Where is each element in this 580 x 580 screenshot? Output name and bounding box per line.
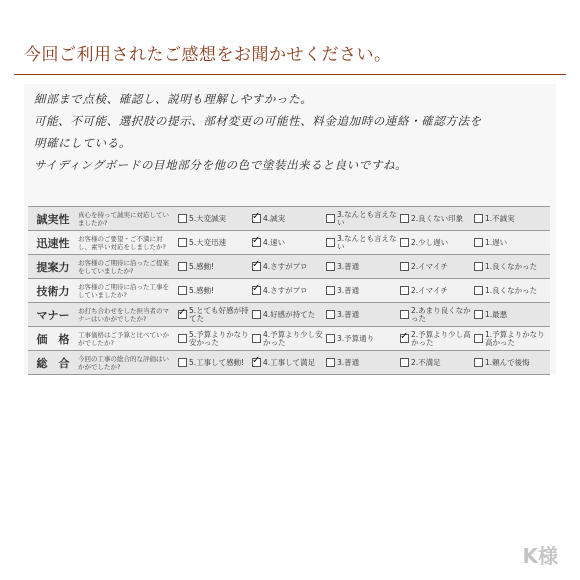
rating-option[interactable] [178, 238, 252, 247]
checkbox[interactable] [252, 310, 261, 319]
rating-option[interactable] [252, 286, 326, 295]
rating-option[interactable] [400, 331, 474, 347]
checkbox[interactable] [178, 238, 187, 247]
option-label: 4.さすがプロ [263, 261, 308, 271]
checkbox[interactable] [326, 334, 335, 343]
rating-option[interactable] [326, 358, 400, 367]
option-label: 3.予算通り [337, 333, 375, 343]
checkbox[interactable] [326, 358, 335, 367]
option-label: 1.不誠実 [485, 213, 515, 223]
checkbox[interactable] [474, 262, 483, 271]
rating-row [28, 255, 550, 279]
option-label: 5.とても好感が持てた [189, 305, 249, 323]
rating-row [28, 351, 550, 375]
criterion-question: 今回の工事の総合的な評価はいかがでしたか? [78, 354, 169, 371]
survey-sheet [24, 84, 556, 374]
option-label: 3.普通 [337, 285, 360, 295]
checkbox[interactable] [252, 238, 261, 247]
comment-line: 明確にしている。 [34, 136, 131, 150]
rating-option[interactable] [474, 331, 548, 347]
customer-name: K様 [522, 544, 558, 568]
criterion-question: お打ち合わせをした担当者のマナーはいかがでしたか? [78, 306, 169, 323]
rating-option[interactable] [326, 235, 400, 251]
rating-option[interactable] [178, 262, 252, 271]
rating-option[interactable] [474, 262, 548, 271]
rating-option[interactable] [252, 310, 326, 319]
checkbox[interactable] [326, 262, 335, 271]
option-label: 5.大変迅速 [189, 237, 227, 247]
option-label: 3.普通 [337, 309, 360, 319]
criterion-question: お客様のご期待に沿った工事をしていましたか? [78, 282, 169, 299]
checkbox[interactable] [178, 214, 187, 223]
option-label: 5.工事して感動! [189, 357, 245, 367]
option-label: 2.イマイチ [411, 285, 449, 295]
criterion-label: 技術力 [36, 284, 70, 298]
rating-row [28, 303, 550, 327]
rating-option[interactable] [178, 307, 252, 323]
option-label: 2.予算より少し高かった [411, 329, 471, 347]
option-label: 3.なんとも言えない [337, 209, 397, 227]
rating-option[interactable] [252, 331, 326, 347]
option-label: 1.最悪 [485, 309, 508, 319]
rating-option[interactable] [474, 238, 548, 247]
rating-option[interactable] [326, 262, 400, 271]
criterion-label: 価 格 [36, 332, 70, 346]
option-label: 2.不満足 [411, 357, 441, 367]
option-label: 4.さすがプロ [263, 285, 308, 295]
option-label: 1.予算よりかなり高かった [485, 329, 545, 347]
option-label: 1.遅い [485, 237, 508, 247]
checkbox[interactable] [252, 358, 261, 367]
checkbox[interactable] [178, 358, 187, 367]
rating-option[interactable] [474, 358, 548, 367]
rating-option[interactable] [400, 286, 474, 295]
checkbox[interactable] [474, 358, 483, 367]
checkbox[interactable] [252, 214, 261, 223]
criterion-question: 真心を持って誠実に対応していましたか? [78, 210, 169, 227]
criterion-label: 迅速性 [36, 236, 70, 250]
option-label: 5.感動! [189, 261, 215, 271]
option-label: 4.誠実 [263, 213, 286, 223]
criterion-label: 誠実性 [36, 212, 70, 226]
option-label: 3.普通 [337, 357, 360, 367]
option-label: 5.感動! [189, 285, 215, 295]
rating-option[interactable] [252, 262, 326, 271]
rating-option[interactable] [252, 214, 326, 223]
heading-divider [14, 74, 566, 75]
rating-option[interactable] [400, 307, 474, 323]
option-label: 1.良くなかった [485, 261, 538, 271]
checkbox[interactable] [326, 310, 335, 319]
rating-option[interactable] [252, 358, 326, 367]
checkbox[interactable] [178, 262, 187, 271]
option-label: 5.予算よりかなり安かった [189, 329, 249, 347]
option-label: 4.工事して満足 [263, 357, 316, 367]
rating-option[interactable] [400, 238, 474, 247]
rating-option[interactable] [178, 331, 252, 347]
rating-row [28, 279, 550, 303]
rating-option[interactable] [474, 310, 548, 319]
rating-option[interactable] [474, 286, 548, 295]
option-label: 2.少し遅い [411, 237, 449, 247]
checkbox[interactable] [400, 310, 409, 319]
checkbox[interactable] [178, 310, 187, 319]
checkbox[interactable] [252, 286, 261, 295]
page-heading: 今回ご利用されたご感想をお聞かせください。 [24, 45, 392, 65]
comment-line: 細部まで点検、確認し、説明も理解しやすかった。 [34, 92, 313, 106]
rating-table [28, 206, 550, 375]
option-label: 3.普通 [337, 261, 360, 271]
handwritten-comment [34, 88, 554, 176]
checkbox[interactable] [400, 286, 409, 295]
criterion-question: 工事価格はご予算と比べていかがでしたか? [78, 330, 169, 347]
checkbox[interactable] [474, 214, 483, 223]
criterion-question: お客様のご要望・ご不満に対し、素早い対応をしましたか? [78, 234, 166, 251]
option-label: 4.速い [263, 237, 286, 247]
comment-line: サイディングボードの目地部分を他の色で塗装出来ると良いですね。 [34, 158, 408, 172]
checkbox[interactable] [252, 334, 261, 343]
option-label: 4.予算より少し安かった [263, 329, 323, 347]
checkbox[interactable] [400, 214, 409, 223]
option-label: 2.良くない印象 [411, 213, 464, 223]
rating-option[interactable] [400, 262, 474, 271]
option-label: 5.大変誠実 [189, 213, 227, 223]
criterion-label: マナー [36, 308, 70, 322]
comment-line: 可能、不可能、選択肢の提示、部材変更の可能性、料金追加時の連絡・確認方法を [34, 114, 482, 128]
checkbox[interactable] [400, 238, 409, 247]
rating-row [28, 231, 550, 255]
option-label: 1.良くなかった [485, 285, 538, 295]
checkbox[interactable] [252, 262, 261, 271]
criterion-question: お客様のご期待に沿ったご提案をしていましたか? [78, 258, 169, 275]
checkbox[interactable] [178, 334, 187, 343]
option-label: 2.イマイチ [411, 261, 449, 271]
checkbox[interactable] [178, 286, 187, 295]
rating-option[interactable] [178, 286, 252, 295]
rating-option[interactable] [400, 214, 474, 223]
checkbox[interactable] [474, 310, 483, 319]
checkbox[interactable] [400, 334, 409, 343]
rating-option[interactable] [178, 214, 252, 223]
option-label: 3.なんとも言えない [337, 233, 397, 251]
checkbox[interactable] [326, 238, 335, 247]
checkbox[interactable] [474, 334, 483, 343]
criterion-label: 提案力 [36, 260, 70, 274]
option-label: 1.頼んで後悔 [485, 357, 530, 367]
checkbox[interactable] [400, 262, 409, 271]
rating-option[interactable] [178, 358, 252, 367]
checkbox[interactable] [326, 214, 335, 223]
rating-option[interactable] [326, 211, 400, 227]
rating-option[interactable] [400, 358, 474, 367]
rating-option[interactable] [326, 310, 400, 319]
criterion-label: 総 合 [36, 356, 70, 370]
rating-option[interactable] [326, 334, 400, 343]
rating-option[interactable] [326, 286, 400, 295]
rating-option[interactable] [252, 238, 326, 247]
checkbox[interactable] [474, 286, 483, 295]
checkbox[interactable] [474, 238, 483, 247]
option-label: 2.あまり良くなかった [411, 305, 471, 323]
rating-row [28, 327, 550, 351]
option-label: 4.好感が持てた [263, 309, 316, 319]
checkbox[interactable] [400, 358, 409, 367]
checkbox[interactable] [326, 286, 335, 295]
rating-option[interactable] [474, 214, 548, 223]
rating-row [28, 207, 550, 231]
